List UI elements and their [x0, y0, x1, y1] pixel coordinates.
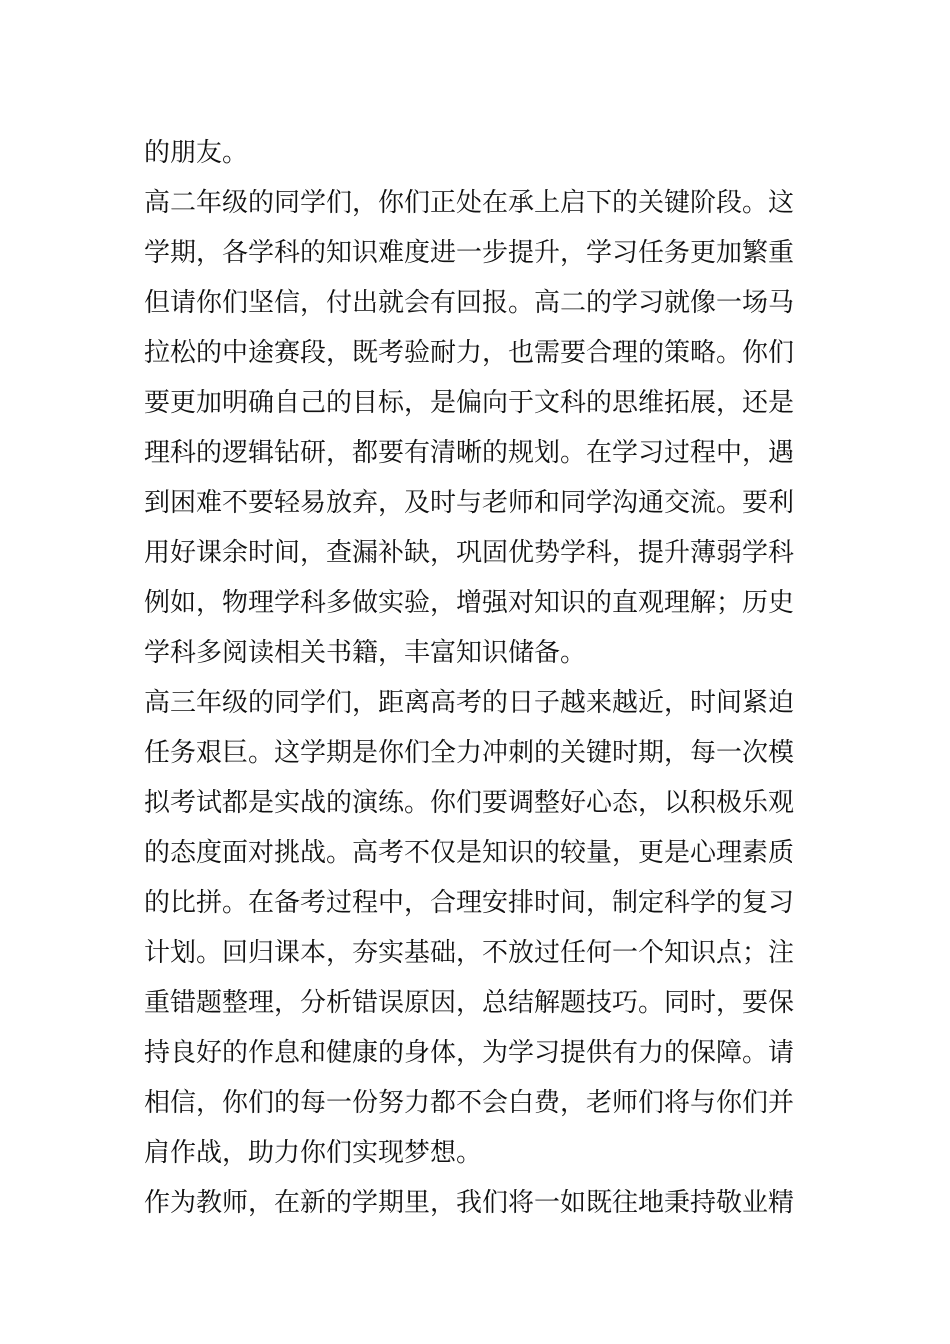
text-line: 到困难不要轻易放弃，及时与老师和同学沟通交流。要利	[144, 488, 795, 518]
text-line: 高三年级的同学们，距离高考的日子越来越近，时间紧迫	[144, 688, 795, 718]
text-line: 用好课余时间，查漏补缺，巩固优势学科，提升薄弱学科	[144, 538, 795, 568]
text-line: 任务艰巨。这学期是你们全力冲刺的关键时期，每一次模	[144, 738, 795, 768]
text-line: 例如，物理学科多做实验，增强对知识的直观理解；历史	[144, 588, 795, 618]
text-line: 要更加明确自己的目标，是偏向于文科的思维拓展，还是	[144, 388, 795, 418]
text-line: 理科的逻辑钻研，都要有清晰的规划。在学习过程中，遇	[144, 438, 795, 468]
text-line: 拉松的中途赛段，既考验耐力，也需要合理的策略。你们	[144, 338, 795, 368]
text-line: 的比拼。在备考过程中，合理安排时间，制定科学的复习	[144, 888, 795, 918]
text-line: 的态度面对挑战。高考不仅是知识的较量，更是心理素质	[144, 838, 795, 868]
text-line: 的朋友。	[144, 138, 249, 168]
text-line: 肩作战，助力你们实现梦想。	[144, 1138, 483, 1168]
text-line: 拟考试都是实战的演练。你们要调整好心态，以积极乐观	[144, 788, 795, 818]
text-line: 但请你们坚信，付出就会有回报。高二的学习就像一场马	[144, 288, 795, 318]
text-line: 持良好的作息和健康的身体，为学习提供有力的保障。请	[144, 1038, 795, 1068]
text-line: 作为教师，在新的学期里，我们将一如既往地秉持敬业精	[144, 1188, 795, 1218]
text-line: 重错题整理，分析错误原因，总结解题技巧。同时，要保	[144, 988, 795, 1018]
text-line: 相信，你们的每一份努力都不会白费，老师们将与你们并	[144, 1088, 795, 1118]
text-line: 高二年级的同学们，你们正处在承上启下的关键阶段。这	[144, 188, 795, 218]
text-line: 学科多阅读相关书籍，丰富知识储备。	[144, 638, 587, 668]
document-body	[144, 128, 814, 1228]
text-line: 计划。回归课本，夯实基础，不放过任何一个知识点；注	[144, 938, 795, 968]
text-line: 学期，各学科的知识难度进一步提升，学习任务更加繁重	[144, 238, 795, 268]
